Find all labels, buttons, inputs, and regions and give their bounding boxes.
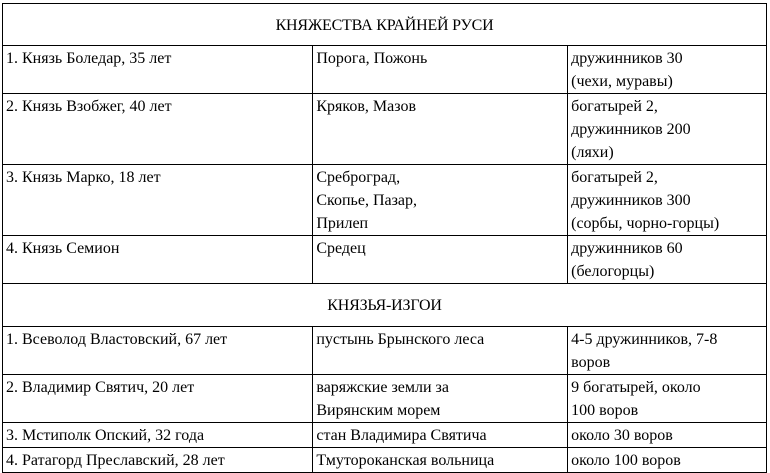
table-row [3, 375, 767, 423]
prince-name-cell: 4. Ратагорд Преславский, 28 лет [3, 448, 313, 473]
lands-cell [313, 423, 568, 448]
lands-line: Средец [316, 240, 366, 257]
forces-cell [568, 448, 767, 473]
prince-name-cell: 2. Князь Взобжег, 40 лет [3, 94, 313, 165]
lands-cell [313, 236, 568, 284]
forces-line: 4-5 дружинников, 7-8 [571, 331, 718, 348]
forces-line: дружинников 60 [571, 240, 683, 257]
section-title: КНЯЗЬЯ-ИЗГОИ [3, 284, 767, 327]
prince-name-cell: 3. Мстиполк Опский, 32 года [3, 423, 313, 448]
lands-cell [313, 46, 568, 94]
forces-line: дружинников 200 [571, 121, 691, 138]
forces-cell [568, 236, 767, 284]
forces-cell [568, 375, 767, 423]
forces-line: дружинников 300 [571, 192, 691, 209]
lands-cell [313, 165, 568, 236]
table-row [3, 165, 767, 236]
forces-line: воров [571, 354, 611, 371]
table-row [3, 327, 767, 375]
forces-line: (сорбы, чорно-горцы) [571, 215, 720, 232]
forces-line: богатырей 2, [571, 169, 658, 186]
forces-line: 9 богатырей, около [571, 379, 701, 396]
forces-line: богатырей 2, [571, 98, 658, 115]
table-row [3, 94, 767, 165]
table-row [3, 46, 767, 94]
lands-line: пустынь Брынского леса [316, 331, 485, 348]
forces-cell [568, 423, 767, 448]
lands-line: Тмутороканская вольница [316, 452, 495, 469]
lands-cell [313, 94, 568, 165]
forces-cell [568, 327, 767, 375]
forces-cell [568, 94, 767, 165]
lands-line: Вирянским морем [316, 402, 441, 419]
prince-name-cell: 3. Князь Марко, 18 лет [3, 165, 313, 236]
lands-line: Прилеп [316, 215, 369, 232]
forces-line: дружинников 30 [571, 50, 683, 67]
forces-line: (ляхи) [571, 144, 614, 161]
lands-line: Скопье, Пазар, [316, 192, 418, 209]
table-row [3, 423, 767, 448]
section-header-row [3, 284, 767, 327]
lands-cell [313, 375, 568, 423]
lands-cell [313, 448, 568, 473]
prince-name-cell: 4. Князь Семион [3, 236, 313, 284]
table-row [3, 448, 767, 473]
forces-line: 100 воров [571, 402, 639, 419]
forces-cell [568, 165, 767, 236]
prince-name-cell: 1. Князь Боледар, 35 лет [3, 46, 313, 94]
forces-line: около 100 воров [571, 452, 681, 469]
lands-line: Кряков, Мазов [316, 98, 416, 115]
lands-line: Порога, Пожонь [316, 50, 428, 67]
princes-table [2, 3, 767, 473]
section-title: КНЯЖЕСТВА КРАЙНЕЙ РУСИ [3, 4, 767, 46]
section-header-row [3, 4, 767, 46]
forces-line: (чехи, муравы) [571, 73, 673, 90]
lands-line: стан Владимира Святича [316, 427, 487, 444]
table-row [3, 236, 767, 284]
forces-line: около 30 воров [571, 427, 673, 444]
forces-cell [568, 46, 767, 94]
forces-line: (белогорцы) [571, 263, 655, 280]
prince-name-cell: 1. Всеволод Властовский, 67 лет [3, 327, 313, 375]
lands-line: Среброград, [316, 169, 401, 186]
lands-cell [313, 327, 568, 375]
lands-line: варяжские земли за [316, 379, 449, 396]
prince-name-cell: 2. Владимир Святич, 20 лет [3, 375, 313, 423]
